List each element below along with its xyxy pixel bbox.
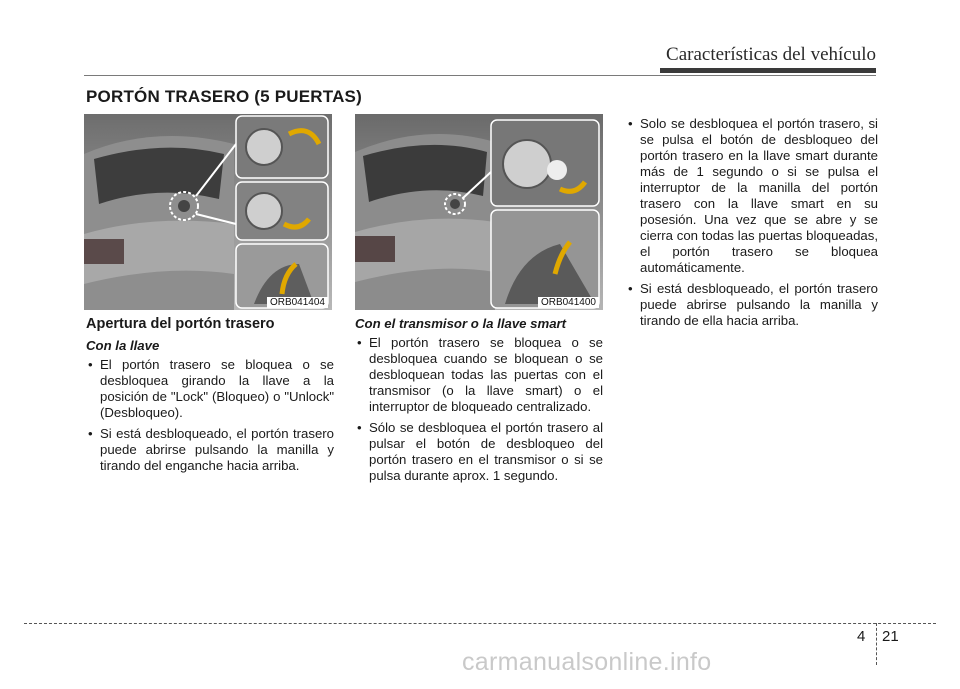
figure-code: ORB041400 — [538, 297, 599, 308]
header-rule — [660, 68, 876, 73]
column-1 — [86, 316, 334, 479]
bullet-list — [626, 116, 878, 329]
footer-rule — [24, 623, 936, 624]
list-item: • El portón trasero se bloquea o se desbloquea cuando se bloquean o se desbloquean todas las puertas con el transmisor (o la llave smart) o el interruptor de bloqueado centralizado. — [355, 335, 603, 415]
column-2 — [355, 316, 603, 489]
page-header-title: Características del vehículo — [666, 44, 876, 65]
figure-key-unlock-illustration — [84, 114, 332, 310]
subsection-subheading: Con el transmisor o la llave smart — [355, 316, 567, 331]
figure-smart-key — [355, 114, 603, 310]
figure-key-unlock — [84, 114, 332, 310]
figure-code: ORB041404 — [267, 297, 328, 308]
list-item: • Sólo se desbloquea el portón trasero al pulsar el botón de desbloqueo del portón trasero en el transmisor o si se pulsa durante aprox. 1 segundo. — [355, 420, 603, 484]
bullet-list — [355, 335, 603, 484]
list-item: • Si está desbloqueado, el portón trasero puede abrirse pulsando la manilla y tirando de ella hacia arriba. — [626, 281, 878, 329]
list-item: • Si está desbloqueado, el portón trasero puede abrirse pulsando la manilla y tirando del enganche hacia arriba. — [86, 426, 334, 474]
list-item: • El portón trasero se bloquea o se desbloquea girando la llave a la posición de "Lock" (Bloqueo) o "Unlock" (Desbloqueo). — [86, 357, 334, 421]
column-3 — [626, 116, 878, 334]
page-number: 21 — [882, 628, 899, 645]
chapter-number: 4 — [857, 628, 866, 645]
footer-divider — [876, 623, 877, 665]
header-thin-rule — [84, 75, 876, 76]
watermark: carmanualsonline.info — [462, 648, 712, 676]
subsection-heading: Apertura del portón trasero — [86, 316, 275, 332]
figure-smart-key-illustration — [355, 114, 603, 310]
subsection-subheading: Con la llave — [86, 338, 160, 353]
list-item: • Solo se desbloquea el portón trasero, si se pulsa el botón de desbloqueo del portón trasero en la llave smart durante más de 1 segundo o si se pulsa el interruptor de la manilla del portón trasero con la llave smart en su posesión. Una vez que se abre y se cierra con todas las puertas bloqueadas, el portón trasero se bloquea automáticamente. — [626, 116, 878, 276]
bullet-list — [86, 357, 334, 474]
section-title: PORTÓN TRASERO (5 PUERTAS) — [86, 87, 362, 106]
